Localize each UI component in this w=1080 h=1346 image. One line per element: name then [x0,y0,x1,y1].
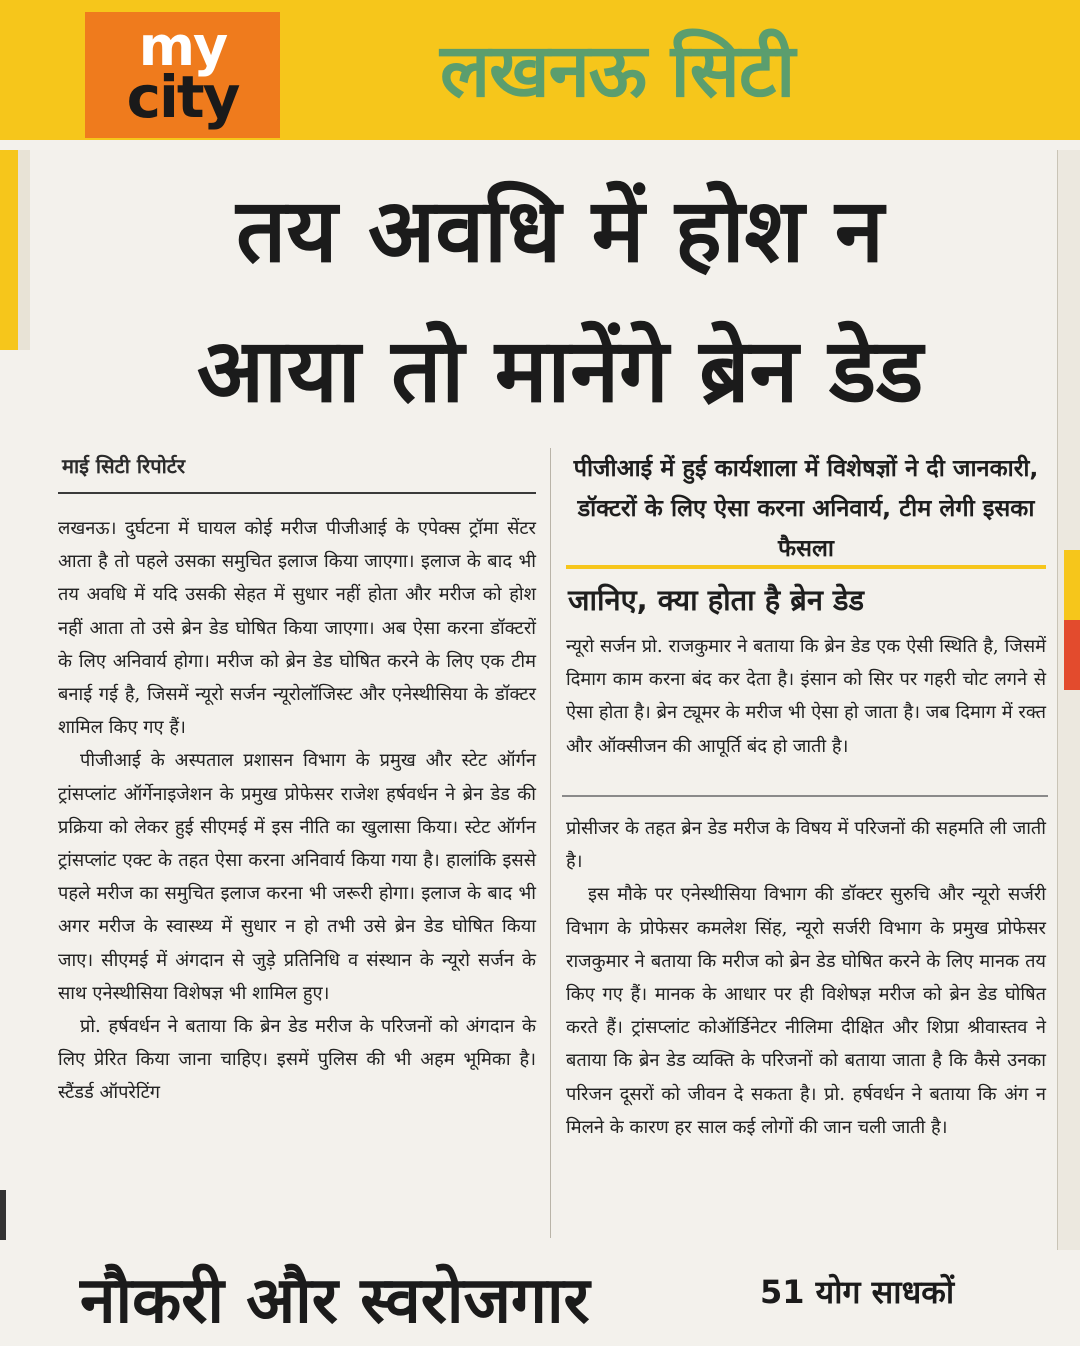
headline-line-2: आया तो मानेंगे ब्रेन डेड [196,318,924,422]
column-divider [550,448,551,1238]
box-subhead: जानिए, क्या होता है ब्रेन डेड [568,583,865,617]
logo-line-city: city [126,63,239,131]
page-edge-right [1057,150,1080,1250]
right-paragraph-2: इस मौके पर एनेस्थीसिया विभाग की डॉक्टर सुरुचि और न्यूरो सर्जरी विभाग के प्रोफेसर कमलेश सिंह, न्यूरो सर्जरी विभाग के प्रमुख प्रोफेसर राजकुमार ने बताया कि मरीज को ब्रेन डेड घोषित करने के लिए मानक तय किए गए हैं। मानक के आधार पर ही विशेषज्ञ मरीज को ब्रेन डेड घोषित करते हैं। ट्रांसप्लांट कोऑर्डिनेटर नीलिमा दीक्षित और शिप्रा श्रीवास्तव ने बताया कि ब्रेन डेड व्यक्ति के परिजनों को बताया जाता है कि कैसे उनका परिजन दूसरों को जीवन दे सकता है। प्रो. हर्षवर्धन ने बताया कि अंग न मिलने के कारण हर साल कई लोगों की जान चली जाती है। [566,884,1046,1138]
right-paragraph-1: प्रोसीजर के तहत ब्रेन डेड मरीज के विषय में परिजनों की सहमति ली जाती है। [566,818,1046,873]
info-box-text: न्यूरो सर्जन प्रो. राजकुमार ने बताया कि ब्रेन डेड एक ऐसी स्थिति है, जिसमें दिमाग काम करना बंद कर देता है। इंसान को सिर पर गहरी चोट लगने से ऐसा होता है। ब्रेन ट्यूमर के मरीज भी ऐसा हो जाता है। जब दिमाग में रक्त और ऑक्सीजन की आपूर्ति बंद हो जाती है। [566,636,1046,757]
deck-divider [566,565,1046,569]
edge-stripe-red [1064,620,1080,690]
headline-line-1: तय अवधि में होश न [236,178,884,282]
logo-line-my: my [138,15,227,78]
next-story-headline: नौकरी और स्वरोजगार [80,1263,590,1338]
left-paragraph-3: प्रो. हर्षवर्धन ने बताया कि ब्रेन डेड मरीज के परिजनों को अंगदान के लिए प्रेरित किया जाना चाहिए। इसमें पुलिस की भी अहम भूमिका है। स्टैंडर्ड ऑपरेटिंग [58,1016,536,1104]
mycity-logo [85,12,280,138]
main-headline [60,160,1060,440]
byline: माई सिटी रिपोर्टर [62,454,186,478]
byline-divider [58,492,536,494]
page-edge-left [0,150,30,350]
margin-mark [0,1190,6,1240]
left-column [58,512,536,1110]
story-deck: पीजीआई में हुई कार्यशाला में विशेषज्ञों ने दी जानकारी, डॉक्टरों के लिए ऐसा करना अनिवार्य, टीम लेगी इसका फैसला [573,454,1039,562]
left-paragraph-2: पीजीआई के अस्पताल प्रशासन विभाग के प्रमुख और स्टेट ऑर्गन ट्रांसप्लांट ऑर्गेनाइजेशन के प्रमुख प्रोफेसर राजेश हर्षवर्धन ने ब्रेन डेड की प्रक्रिया को लेकर हुई सीएमई में इस नीति का खुलासा किया। स्टेट ऑर्गन ट्रांसप्लांट एक्ट के तहत ऐसा करना अनिवार्य किया गया है। हालांकि इससे पहले मरीज का समुचित इलाज करना भी जरूरी होगा। इलाज के बाद भी अगर मरीज के स्वास्थ्य में सुधार न हो तभी उसे ब्रेन डेड घोषित किया जाए। सीएमई में अंगदान से जुड़े प्रतिनिधि व संस्थान के न्यूरो सर्जन के साथ एनेस्थीसिया विशेषज्ञ भी शामिल हुए। [58,750,536,1004]
info-box-divider [562,795,1048,797]
info-box [566,630,1046,763]
next-story-side-headline: 51 योग साधकों [760,1273,955,1311]
left-paragraph-1: लखनऊ। दुर्घटना में घायल कोई मरीज पीजीआई के एपेक्स ट्रॉमा सेंटर आता है तो पहले उसका समुचित इलाज किया जाएगा। इलाज के बाद भी तय अवधि में यदि उसकी सेहत में सुधार नहीं होता और मरीज को होश नहीं आता तो उसे ब्रेन डेड घोषित किया जाएगा। अब ऐसा करना डॉक्टरों के लिए अनिवार्य होगा। मरीज को ब्रेन डेड घोषित करने के लिए एक टीम बनाई गई है, जिसमें न्यूरो सर्जन न्यूरोलॉजिस्ट और एनेस्थीसिया के डॉक्टर शामिल किए गए हैं। [58,518,536,739]
right-column [566,812,1046,1144]
section-title: लखनऊ सिटी [440,28,795,114]
